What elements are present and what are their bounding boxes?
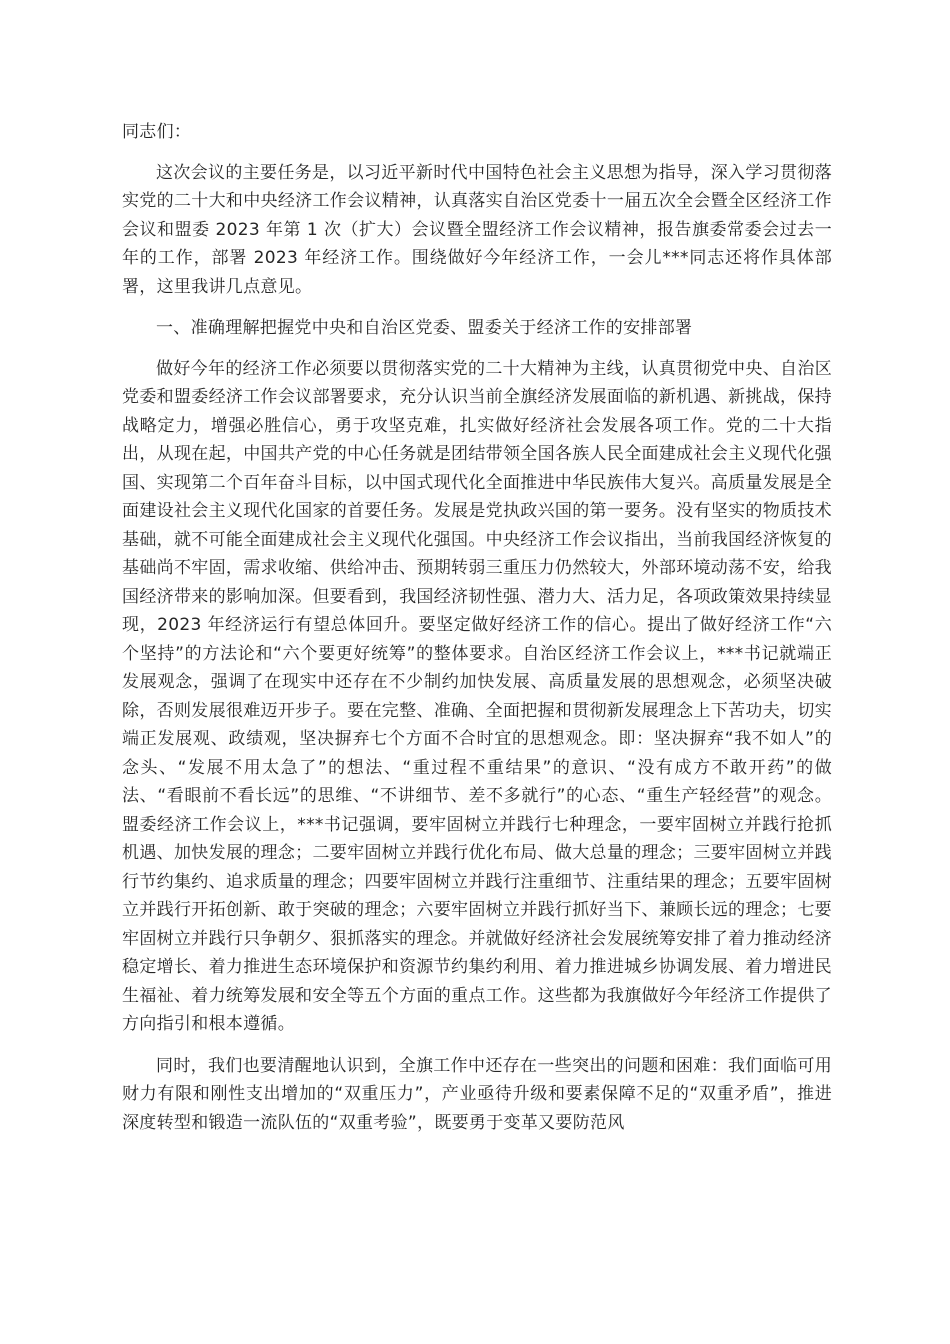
document-body xyxy=(122,118,832,1150)
section-1-paragraph-1: 做好今年的经济工作必须要以贯彻落实党的二十大精神为主线，认真贯彻党中央、自治区党委和盟委经济工作会议部署要求，充分认识当前全旗经济发展面临的新机遇、新挑战，保持战略定力，增强必胜信心，勇于攻坚克难，扎实做好经济社会发展各项工作。党的二十大指出，从现在起，中国共产党的中心任务就是团结带领全国各族人民全面建成社会主义现代化强国、实现第二个百年奋斗目标，以中国式现代化全面推进中华民族伟大复兴。高质量发展是全面建设社会主义现代化国家的首要任务。发展是党执政兴国的第一要务。没有坚实的物质技术基础，就不可能全面建成社会主义现代化强国。中央经济工作会议指出，当前我国经济恢复的基础尚不牢固，需求收缩、供给冲击、预期转弱三重压力仍然较大，外部环境动荡不安，给我国经济带来的影响加深。但要看到，我国经济韧性强、潜力大、活力足，各项政策效果持续显现，2023 年经济运行有望总体回升。要坚定做好经济工作的信心。提出了做好经济工作“六个坚持”的方法论和“六个要更好统筹”的整体要求。自治区经济工作会议上，***书记就端正发展观念，强调了在现实中还存在不少制约加快发展、高质量发展的思想观念，必须坚决破除，否则发展很难迈开步子。要在完整、准确、全面把握和贯彻新发展理念上下苦功夫，切实端正发展观、政绩观，坚决摒弃七个方面不合时宜的思想观念。即：坚决摒弃“我不如人”的念头、“发展不用太急了”的想法、“重过程不重结果”的意识、“没有成方不敢开药”的做法、“看眼前不看长远”的思维、“不讲细节、差不多就行”的心态、“重生产轻经营”的观念。盟委经济工作会议上，***书记强调，要牢固树立并践行七种理念，一要牢固树立并践行抢抓机遇、加快发展的理念；二要牢固树立并践行优化布局、做大总量的理念；三要牢固树立并践行节约集约、追求质量的理念；四要牢固树立并践行注重细节、注重结果的理念；五要牢固树立并践行开拓创新、敢于突破的理念；六要牢固树立并践行抓好当下、兼顾长远的理念；七要牢固树立并践行只争朝夕、狠抓落实的理念。并就做好经济社会发展统筹安排了着力推动经济稳定增长、着力推进生态环境保护和资源节约集约利用、着力推进城乡协调发展、着力增进民生福祉、着力统筹发展和安全等五个方面的重点工作。这些都为我旗做好今年经济工作提供了方向指引和根本遵循。 xyxy=(122,358,832,1034)
section-1-paragraph-2: 同时，我们也要清醒地认识到，全旗工作中还存在一些突出的问题和困难：我们面临可用财力有限和刚性支出增加的“双重压力”，产业亟待升级和要素保障不足的“双重矛盾”，推进深度转型和锻造一流队伍的“双重考验”，既要勇于变革又要防范风 xyxy=(122,1055,832,1133)
salutation: 同志们： xyxy=(122,122,192,142)
intro-paragraph: 这次会议的主要任务是，以习近平新时代中国特色社会主义思想为指导，深入学习贯彻落实党的二十大和中央经济工作会议精神，认真落实自治区党委十一届五次全会暨全区经济工作会议和盟委 2023 年第 1 次（扩大）会议暨全盟经济工作会议精神，报告旗委常委会过去一年的工作，部署 2023 年经济工作。围绕做好今年经济工作，一会儿***同志还将作具体部署，这里我讲几点意见。 xyxy=(122,162,832,297)
section-heading-1: 一、准确理解把握党中央和自治区党委、盟委关于经济工作的安排部署 xyxy=(156,318,693,338)
